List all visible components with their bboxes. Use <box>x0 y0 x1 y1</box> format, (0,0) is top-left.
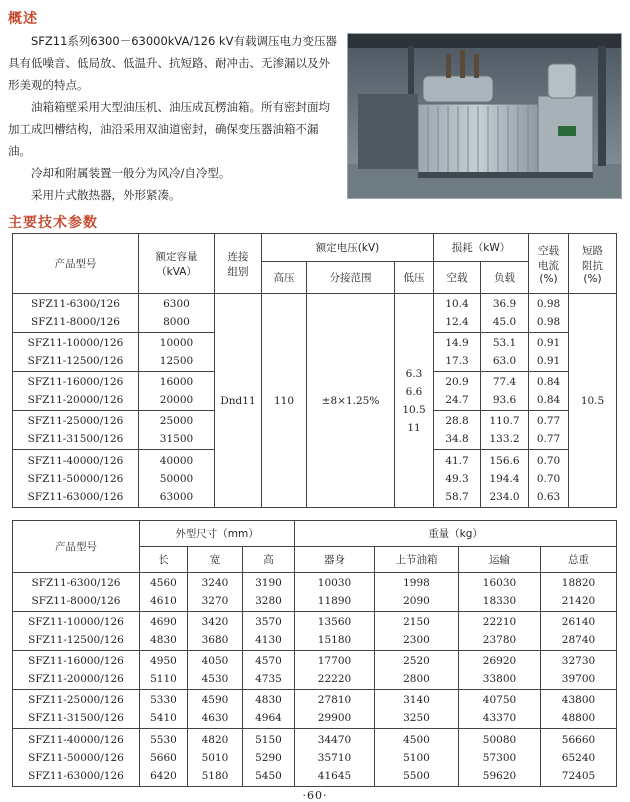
specs-title: 主要技术参数 <box>8 215 98 231</box>
header-noload-current: 空载 电流 (%) <box>529 234 569 294</box>
header-transport: 运输 <box>459 547 541 573</box>
table-row: SFZ11-40000/126 SFZ11-50000/126 SFZ11-63000/126 5530 5660 6420 4820 5010 5180 5150 5290 5450 34470 35710 41645 4500 5100 5500 50080 57300 59620 56660 65240 72405 <box>13 729 617 787</box>
tap-range-value: ±8×1.25% <box>307 294 395 508</box>
table-row: SFZ11-25000/126 SFZ11-31500/126 25000 31500 28.8 34.8 110.7 133.2 0.77 0.77 <box>13 411 617 450</box>
header-weight: 重量（kg） <box>295 521 617 547</box>
header-lv: 低压 <box>395 262 434 294</box>
table-row: SFZ11-40000/126 SFZ11-50000/126 SFZ11-63000/126 40000 50000 63000 41.7 49.3 58.7 156.6 194.4 234.0 0.70 0.70 0.63 <box>13 450 617 508</box>
table-row: SFZ11-16000/126 SFZ11-20000/126 16000 20000 20.9 24.7 77.4 93.6 0.84 0.84 <box>13 372 617 411</box>
header-length: 长 <box>140 547 188 573</box>
overview-text <box>8 30 340 206</box>
overview-paragraph: 采用片式散热器，外形紧凑。 <box>31 188 181 202</box>
connection-group-value: Dnd11 <box>215 294 262 508</box>
table-row: SFZ11-10000/126 SFZ11-12500/126 4690 4830 3420 3680 3570 4130 13560 15180 2150 2300 22210 23780 26140 28740 <box>13 612 617 651</box>
header-load-loss: 负载 <box>481 262 529 294</box>
overview-paragraph: 油箱箱壁采用大型油压机、油压成瓦楞油箱。所有密封面均加工成凹槽结构，油沿采用双油道密封，确保变压器油箱不漏油。 <box>8 100 330 158</box>
header-rated-voltage: 额定电压(kV) <box>262 234 434 262</box>
page-number: ·60· <box>302 789 328 802</box>
impedance-value: 10.5 <box>569 294 617 508</box>
table-row: SFZ11-6300/126 SFZ11-8000/126 4560 4610 3240 3270 3190 3280 10030 11890 1998 2090 16030 18330 18820 21420 <box>13 573 617 612</box>
header-loss: 损耗（kW） <box>434 234 529 262</box>
overview-paragraph: 冷却和附属装置一般分为风冷/自冷型。 <box>31 166 231 180</box>
technical-parameters-table <box>12 233 617 508</box>
header-total: 总重 <box>541 547 617 573</box>
header-dimensions: 外型尺寸（mm） <box>140 521 295 547</box>
dimensions-weight-table <box>12 520 617 787</box>
table-row: SFZ11-10000/126 SFZ11-12500/126 10000 12500 14.9 17.3 53.1 63.0 0.91 0.91 <box>13 333 617 372</box>
transformer-illustration <box>348 34 621 198</box>
header-width: 宽 <box>188 547 243 573</box>
hv-value: 110 <box>262 294 307 508</box>
header-noload-loss: 空载 <box>434 262 481 294</box>
transformer-photo <box>347 33 622 199</box>
header-capacity: 额定容量 （kVA） <box>139 234 215 294</box>
header-hv: 高压 <box>262 262 307 294</box>
overview-title: 概述 <box>8 11 38 27</box>
header-impedance: 短路 阻抗 (%) <box>569 234 617 294</box>
lv-values: 6.3 6.6 10.5 11 <box>395 294 434 508</box>
table-row: SFZ11-16000/126 SFZ11-20000/126 4950 5110 4050 4530 4570 4735 17700 22220 2520 2800 26920 33800 32730 39700 <box>13 651 617 690</box>
header-model: 产品型号 <box>13 234 139 294</box>
header-tap-range: 分接范围 <box>307 262 395 294</box>
header-body: 器身 <box>295 547 375 573</box>
header-model: 产品型号 <box>13 521 140 573</box>
header-height: 高 <box>243 547 295 573</box>
header-upper-tank: 上节油箱 <box>375 547 459 573</box>
table-row: SFZ11-6300/126 SFZ11-8000/126 6300 8000 Dnd11 110 ±8×1.25% 6.3 6.6 10.5 11 10.4 12.4 36.9 45.0 0.98 0.98 10.5 <box>13 294 617 333</box>
header-connection-group: 连接 组别 <box>215 234 262 294</box>
overview-paragraph: SFZ11系列6300－63000kVA/126 kV有载调压电力变压器具有低噪音、低局放、低温升、抗短路、耐冲击、无渗漏以及外形美观的特点。 <box>8 34 337 92</box>
table-row: SFZ11-25000/126 SFZ11-31500/126 5330 5410 4590 4630 4830 4964 27810 29900 3140 3250 40750 43370 43800 48800 <box>13 690 617 729</box>
